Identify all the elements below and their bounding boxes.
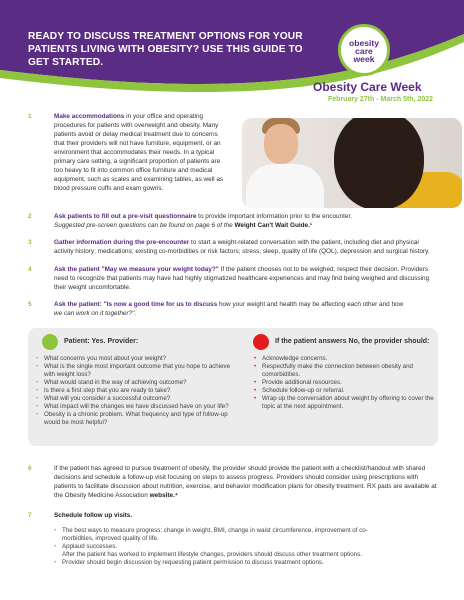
- step-number: 5: [28, 301, 32, 308]
- brand-title: Obesity Care Week: [313, 80, 422, 94]
- brand-dates: February 27th - March 5th, 2022: [328, 96, 434, 103]
- step-number: 7: [28, 512, 32, 519]
- step-number: 2: [28, 213, 32, 220]
- step-bold: Ask the patient: "Is now a good time for us to discuss: [54, 301, 218, 308]
- step-body: If the patient chooses not to be weighed, respect their decision. Providers need to recognize that patients may have had highly stigmatized healthcare experiences and may find being weighed and discussing their weight uncomfortable.: [54, 266, 430, 291]
- doctor-patient-photo: [242, 118, 462, 208]
- step-text: [54, 511, 438, 520]
- list-item: • The best ways to measure progress: change in weight, BMI, change in waist circumference, improvement of co-morbidities, improved quality of life.: [54, 527, 394, 543]
- yes-heading: Patient: Yes. Provider:: [64, 338, 139, 345]
- step-text: [54, 212, 438, 230]
- obesity-care-week-logo: [338, 24, 390, 76]
- list-item: • What will you consider a successful outcome?: [36, 395, 232, 403]
- list-item: • Is there a first step that you are ready to take?: [36, 387, 232, 395]
- step-body: to provide important information prior to the encounter.: [196, 213, 352, 220]
- followup-note-text: After the patient has worked to implement lifestyle changes, providers should discuss other treatment options.: [62, 551, 362, 558]
- list-item: • Acknowledge concerns.: [254, 355, 436, 363]
- yes-question-list: [36, 355, 232, 427]
- step-body: If the patient has agreed to pursue treatment of obesity, the provider should provide the patient with a checklist/handout with shared decisions and schedule a follow-up visit focusing on steps to assess progress. Providers should consider using prescriptions with patients to facilitate discussion about nutrition, exercise, and behavior modification plans for obesity treatment. RX pads are available at the Obesity Medicine Association: [54, 465, 437, 499]
- list-item: • Schedule follow-up or referral.: [254, 387, 436, 395]
- list-item: • Obesity is a chronic problem. What frequency and type of follow-up would be most helpful?: [36, 411, 232, 427]
- step-text: [54, 300, 438, 318]
- list-item: • What impact will the changes we have discussed have on your life?: [36, 403, 232, 411]
- step-text: [54, 112, 228, 193]
- patient-hair: [334, 118, 424, 208]
- step-bold: Make accommodations: [54, 113, 125, 120]
- followup-note: [54, 551, 394, 559]
- step-body: to start a weight-related conversation with the patient, including diet and physical activity history; medications; existing co-morbidities or risk factors; stress; sleep, quality of life (QOL), depression and surgical history.: [54, 239, 430, 255]
- step-body: how your weight and health may be affecting each other and how: [217, 301, 404, 308]
- step-italic: Suggested pre-screen questions can be found on page 6 of the: [54, 222, 235, 229]
- list-item: • Respectfully make the connection between obesity and comorbidities.: [254, 363, 436, 379]
- step-bold: Gather information during the pre-encounter: [54, 239, 190, 246]
- logo-line-3: week: [353, 54, 375, 64]
- logo-line-2: care: [355, 46, 373, 56]
- no-heading: If the patient answers No, the provider should:: [275, 338, 430, 345]
- no-action-list: [254, 355, 436, 411]
- step-number: 1: [28, 113, 32, 120]
- logo-line-1: obesity: [348, 38, 380, 48]
- step-number: 3: [28, 239, 32, 246]
- doctor-figure: [246, 164, 324, 208]
- list-item: • What concerns you most about your weight?: [36, 355, 232, 363]
- followup-list: [54, 527, 394, 567]
- step-number: 6: [28, 465, 32, 472]
- step-body: in your office and operating procedures for patients with overweight and obesity. Many patients avoid or delay medical treatment due to concerns that their providers will not have furniture, equipment, or an environment that accommodates their needs. In a typical primary care setting, a significant proportion of patients are too heavy to fit into common office furniture and medical equipment, such as scales and examining tables, as well as blood pressure cuffs and exam gowns.: [54, 113, 224, 192]
- response-panel: [28, 328, 438, 446]
- step-bold: Ask the patient "May we measure your weight today?": [54, 266, 219, 273]
- list-item: • Wrap up the conversation about weight by offering to cover the topic at the next appointment.: [254, 395, 436, 411]
- list-item: • Provider should begin discussion by requesting patient permission to discuss treatment options.: [54, 559, 394, 567]
- step-number: 4: [28, 266, 32, 273]
- list-item: • Provide additional resources.: [254, 379, 436, 387]
- step-bold: Schedule follow up visits.: [54, 512, 133, 519]
- oma-website-link[interactable]: website.⁴: [149, 492, 178, 499]
- red-dot-icon: [253, 334, 269, 350]
- hero-title: READY TO DISCUSS TREATMENT OPTIONS FOR YOUR PATIENTS LIVING WITH OBESITY? USE THIS GUIDE TO GET STARTED.: [28, 31, 303, 68]
- step-bold: Ask patients to fill out a pre-visit questionnaire: [54, 213, 197, 220]
- step-text: [54, 265, 438, 292]
- weight-cant-wait-link[interactable]: Weight Can't Wait Guide.¹: [234, 222, 312, 229]
- step-italic: we can work on it together?".: [54, 310, 137, 317]
- step-text: [54, 238, 438, 256]
- list-item: • What is the single most important outcome that you hope to achieve with weight loss?: [36, 363, 232, 379]
- green-dot-icon: [42, 334, 58, 350]
- list-item: • What would stand in the way of achieving outcome?: [36, 379, 232, 387]
- doctor-head: [264, 124, 298, 164]
- step-text: [54, 464, 438, 500]
- list-item: • Applaud successes.: [54, 543, 394, 551]
